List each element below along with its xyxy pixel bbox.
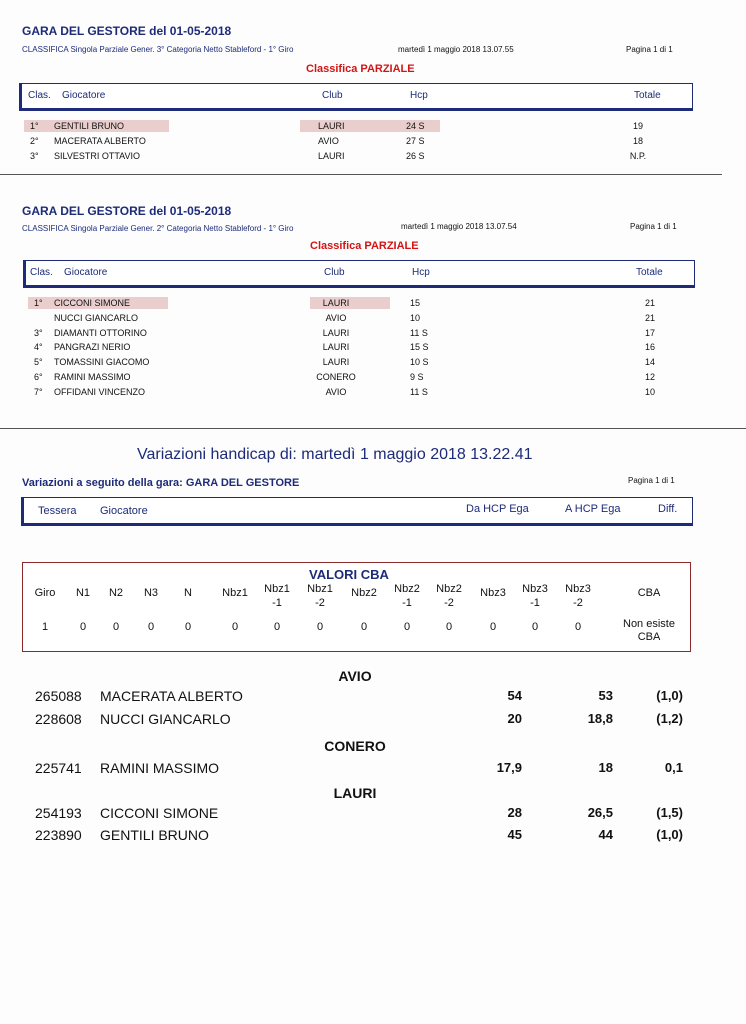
row-hcp: 24 S	[406, 121, 425, 131]
row-total: 14	[644, 357, 655, 367]
cba-col-header: Nbz3	[480, 587, 506, 599]
row-diff: (1,0)	[656, 827, 683, 842]
header-diff: Diff.	[658, 503, 678, 515]
section1-subtitle: CLASSIFICA Singola Parziale Gener. 3° Categoria Netto Stableford - 1° Giro	[22, 45, 294, 54]
header-giocatore: Giocatore	[100, 505, 148, 517]
row-a-hcp: 18,8	[587, 711, 613, 726]
section2-subtitle: CLASSIFICA Singola Parziale Gener. 2° Categoria Netto Stableford - 1° Giro	[22, 224, 294, 233]
cba-col-header: Nbz3	[565, 583, 591, 595]
cba-col-value-line2: CBA	[637, 631, 661, 643]
row-a-hcp: 18	[598, 760, 613, 775]
row-player-name: GENTILI BRUNO	[100, 827, 209, 843]
cba-col-value: 0	[112, 621, 120, 633]
section-separator	[0, 428, 746, 429]
cba-col-value: 0	[403, 621, 411, 633]
row-position: 4°	[34, 342, 43, 352]
club-group-heading: AVIO	[338, 668, 372, 684]
row-hcp: 9 S	[410, 372, 424, 382]
cba-col-value: 0	[147, 621, 155, 633]
row-player-name: NUCCI GIANCARLO	[54, 313, 139, 323]
cba-col-header: Nbz2	[394, 583, 420, 595]
row-total: 19	[632, 121, 643, 131]
row-club: AVIO	[325, 387, 347, 397]
row-tessera: 225741	[35, 760, 82, 776]
row-club: AVIO	[318, 136, 339, 146]
cba-col-value: 0	[445, 621, 453, 633]
cba-col-header: Nbz1	[264, 583, 290, 595]
row-da-hcp: 28	[507, 805, 522, 820]
header-clas: Clas.	[30, 267, 53, 278]
row-player-name: NUCCI GIANCARLO	[100, 711, 231, 727]
row-hcp: 11 S	[410, 328, 428, 338]
section1-page: Pagina 1 di 1	[626, 45, 673, 54]
header-clas: Clas.	[28, 90, 51, 101]
row-hcp: 10 S	[410, 357, 429, 367]
row-club: LAURI	[322, 342, 350, 352]
row-player-name: MACERATA ALBERTO	[100, 688, 243, 704]
header-totale: Totale	[636, 267, 663, 278]
cba-col-subheader: -2	[444, 597, 454, 609]
row-diff: (1,5)	[656, 805, 683, 820]
row-da-hcp: 20	[507, 711, 522, 726]
row-tessera: 254193	[35, 805, 82, 821]
row-hcp: 26 S	[406, 151, 425, 161]
row-total: 18	[632, 136, 643, 146]
cba-col-header: Nbz1	[222, 587, 248, 599]
cba-col-subheader: -2	[573, 597, 583, 609]
row-position: 5°	[34, 357, 43, 367]
row-position: 7°	[34, 387, 43, 397]
row-a-hcp: 26,5	[587, 805, 613, 820]
cba-col-value: Non esiste	[623, 618, 675, 630]
row-player-name: CICCONI SIMONE	[54, 298, 131, 308]
row-club: LAURI	[322, 328, 350, 338]
header-club: Club	[324, 267, 345, 278]
row-player-name: DIAMANTI OTTORINO	[54, 328, 147, 338]
row-total: 12	[644, 372, 655, 382]
row-total: 16	[644, 342, 655, 352]
club-group-heading: LAURI	[333, 785, 377, 801]
section3-title: Variazioni handicap di: martedì 1 maggio 2018 13.22.41	[137, 446, 533, 463]
cba-col-subheader: -2	[315, 597, 325, 609]
cba-col-header: Nbz2	[351, 587, 377, 599]
row-position: 3°	[34, 328, 43, 338]
header-da-hcp: Da HCP Ega	[466, 503, 529, 515]
row-position: 6°	[34, 372, 43, 382]
row-hcp: 15 S	[410, 342, 429, 352]
header-hcp: Hcp	[410, 90, 428, 101]
row-da-hcp: 54	[507, 688, 522, 703]
row-club: LAURI	[322, 357, 350, 367]
row-club: AVIO	[325, 313, 347, 323]
row-club: LAURI	[322, 298, 350, 308]
cba-col-value: 0	[316, 621, 324, 633]
section3-header-bar	[21, 497, 693, 526]
cba-col-subheader: -1	[530, 597, 540, 609]
row-player-name: SILVESTRI OTTAVIO	[54, 151, 141, 161]
cba-col-value: 0	[360, 621, 368, 633]
section2-title: GARA DEL GESTORE del 01-05-2018	[22, 204, 232, 218]
cba-col-header: N3	[143, 587, 159, 599]
row-player-name: GENTILI BRUNO	[54, 121, 125, 131]
cba-col-header: Nbz1	[307, 583, 333, 595]
row-player-name: CICCONI SIMONE	[100, 805, 219, 821]
row-total: N.P.	[629, 151, 647, 161]
row-player-name: PANGRAZI NERIO	[54, 342, 131, 352]
cba-col-header: Nbz3	[522, 583, 548, 595]
cba-col-value: 0	[184, 621, 192, 633]
cba-col-header: Nbz2	[436, 583, 462, 595]
row-diff: (1,0)	[656, 688, 683, 703]
row-player-name: MACERATA ALBERTO	[54, 136, 146, 146]
section1-title: GARA DEL GESTORE del 01-05-2018	[22, 24, 232, 38]
section2-classifica: Classifica PARZIALE	[310, 240, 419, 252]
cba-col-value: 0	[231, 621, 239, 633]
row-player-name: RAMINI MASSIMO	[54, 372, 131, 382]
cba-col-header: N	[184, 587, 192, 599]
header-totale: Totale	[634, 90, 661, 101]
section2-page: Pagina 1 di 1	[630, 222, 677, 231]
row-diff: (1,2)	[656, 711, 683, 726]
row-a-hcp: 44	[598, 827, 613, 842]
row-total: 17	[644, 328, 655, 338]
row-club: LAURI	[318, 121, 345, 131]
header-giocatore: Giocatore	[64, 267, 108, 278]
row-tessera: 228608	[35, 711, 82, 727]
cba-col-value: 1	[41, 621, 49, 633]
header-hcp: Hcp	[412, 267, 430, 278]
header-giocatore: Giocatore	[62, 90, 106, 101]
header-club: Club	[322, 90, 343, 101]
row-club: CONERO	[316, 372, 356, 382]
cba-col-value: 0	[489, 621, 497, 633]
row-player-name: TOMASSINI GIACOMO	[54, 357, 150, 367]
cba-col-header: Giro	[34, 587, 56, 599]
header-tessera: Tessera	[38, 505, 77, 517]
section-separator	[0, 174, 722, 175]
section3-subtitle: Variazioni a seguito della gara: GARA DEL GESTORE	[22, 477, 300, 489]
row-player-name: RAMINI MASSIMO	[100, 760, 220, 776]
section1-classifica: Classifica PARZIALE	[306, 63, 415, 75]
row-player-name: OFFIDANI VINCENZO	[54, 387, 146, 397]
cba-box	[22, 562, 691, 652]
cba-col-header: N1	[75, 587, 91, 599]
row-club: LAURI	[318, 151, 345, 161]
row-position: 2°	[30, 136, 39, 146]
cba-col-value: 0	[574, 621, 582, 633]
row-a-hcp: 53	[598, 688, 613, 703]
row-total: 10	[644, 387, 655, 397]
club-group-heading: CONERO	[324, 738, 386, 754]
section2-datetime: martedì 1 maggio 2018 13.07.54	[401, 222, 517, 231]
row-total: 21	[644, 298, 655, 308]
cba-title: VALORI CBA	[309, 567, 389, 582]
cba-col-subheader: -1	[272, 597, 282, 609]
row-position: 1°	[30, 121, 39, 131]
row-total: 21	[644, 313, 655, 323]
cba-col-header: N2	[108, 587, 124, 599]
section3-page: Pagina 1 di 1	[628, 476, 675, 485]
header-a-hcp: A HCP Ega	[565, 503, 621, 515]
row-diff: 0,1	[664, 760, 683, 775]
row-hcp: 10	[410, 313, 421, 323]
row-position: 1°	[34, 298, 43, 308]
section2-header-bar	[23, 260, 695, 288]
row-hcp: 27 S	[406, 136, 425, 146]
row-hcp: 15	[410, 298, 421, 308]
row-tessera: 265088	[35, 688, 82, 704]
section1-datetime: martedì 1 maggio 2018 13.07.55	[398, 45, 514, 54]
row-tessera: 223890	[35, 827, 82, 843]
cba-col-header: CBA	[637, 587, 661, 599]
section1-header-bar	[19, 83, 693, 111]
row-da-hcp: 45	[507, 827, 522, 842]
row-da-hcp: 17,9	[496, 760, 522, 775]
cba-col-value: 0	[531, 621, 539, 633]
cba-col-subheader: -1	[402, 597, 412, 609]
row-hcp: 11 S	[410, 387, 428, 397]
cba-col-value: 0	[79, 621, 87, 633]
row-position: 3°	[30, 151, 39, 161]
cba-col-value: 0	[273, 621, 281, 633]
